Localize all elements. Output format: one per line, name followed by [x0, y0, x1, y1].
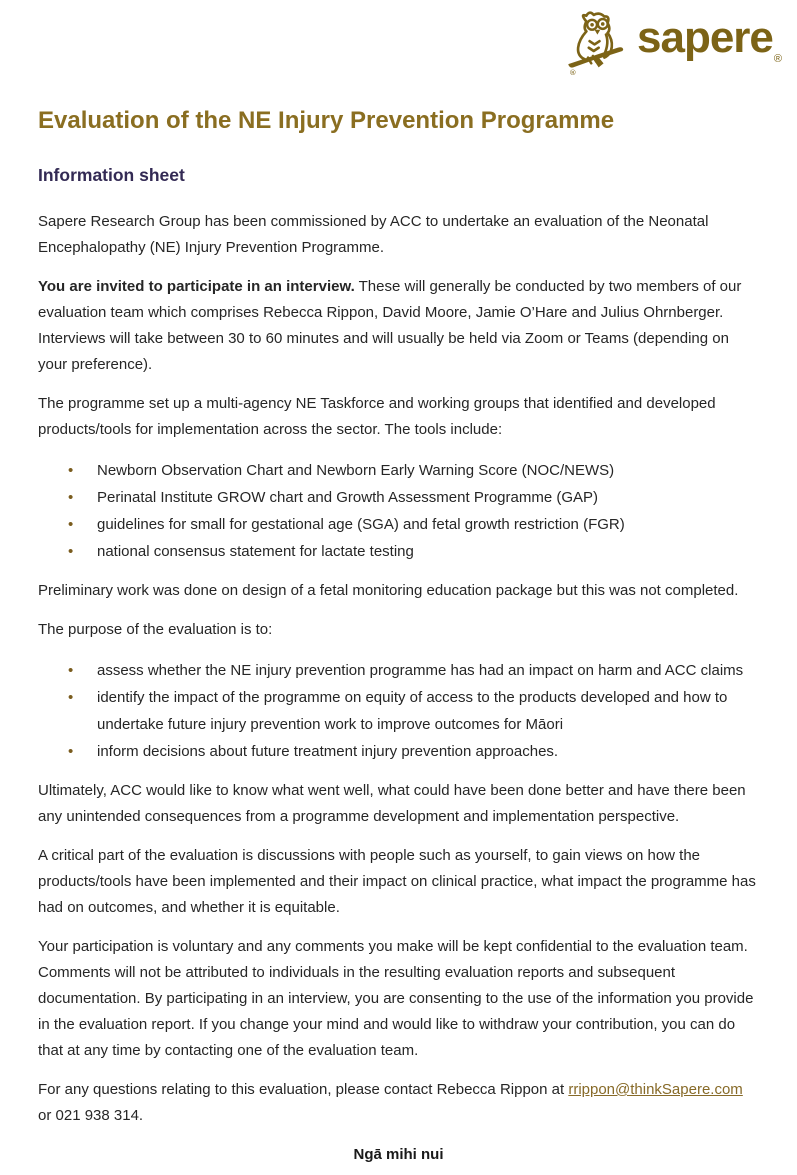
list-item: • Perinatal Institute GROW chart and Growth Assessment Programme (GAP): [68, 484, 759, 511]
list-item: • guidelines for small for gestational age (SGA) and fetal growth restriction (FGR): [68, 511, 759, 538]
contact-text-before: For any questions relating to this evaluation, please contact Rebecca Rippon at: [38, 1081, 569, 1098]
section-heading: Information sheet: [38, 165, 185, 185]
list-item: • inform decisions about future treatment injury prevention approaches.: [68, 738, 759, 765]
owl-icon: [565, 8, 629, 76]
registered-trademark-symbol: ®: [773, 53, 782, 65]
page-title: Evaluation of the NE Injury Prevention Programme: [38, 107, 615, 134]
logo-wordmark-text: sapere: [637, 13, 773, 62]
paragraph-purpose-intro: The purpose of the evaluation is to:: [38, 621, 273, 638]
paragraph-invitation: [38, 274, 759, 378]
list-item: • Newborn Observation Chart and Newborn Early Warning Score (NOC/NEWS): [68, 457, 759, 484]
email-link[interactable]: rrippon@thinkSapere.com: [568, 1081, 743, 1098]
invitation-bold-lead: You are invited to participate in an interview.: [38, 278, 355, 295]
paragraph-preliminary-work: Preliminary work was done on design of a fetal monitoring education package but this was not completed.: [38, 582, 739, 599]
paragraph-confidentiality: Your participation is voluntary and any comments you make will be kept confidential to the evaluation team. Comments will not be attributed to individuals in the resulting evaluation reports and subsequent documentation. By participating in an interview, you are consenting to the use of the information you provide in the evaluation report. If you change your mind and would like to withdraw your contribution, you can do that at any time by contacting one of the evaluation team.: [38, 938, 754, 1059]
logo-wordmark: [637, 13, 782, 65]
svg-text:®: ®: [569, 67, 577, 76]
paragraph-commissioned: Sapere Research Group has been commissioned by ACC to undertake an evaluation of the Neonatal Encephalopathy (NE) Injury Prevention Programme.: [38, 213, 709, 256]
tools-list: [38, 457, 759, 565]
list-item: • assess whether the NE injury prevention programme has had an impact on harm and ACC claims: [68, 657, 759, 684]
sapere-logo: [565, 8, 781, 76]
page-header: [0, 0, 797, 76]
paragraph-ultimately: Ultimately, ACC would like to know what went well, what could have been done better and have there been any unintended consequences from a programme development and implementation perspective.: [38, 782, 746, 825]
contact-text-after: or 021 938 314.: [38, 1107, 144, 1124]
paragraph-taskforce: The programme set up a multi-agency NE Taskforce and working groups that identified and developed products/tools for implementation across the sector. The tools include:: [38, 395, 716, 438]
document-body: [0, 106, 797, 1167]
paragraph-critical-part: A critical part of the evaluation is discussions with people such as yourself, to gain views on how the products/tools have been implemented and their impact on clinical practice, what impact the programme has had on outcomes, and whether it is equitable.: [38, 847, 756, 916]
list-item: • national consensus statement for lactate testing: [68, 538, 759, 565]
closing-salutation: Ngā mihi nui: [353, 1146, 444, 1163]
invitation-rest: These will generally be conducted by two members of our evaluation team which comprises Rebecca Rippon, David Moore, Jamie O’Hare and Julius Ohrnberger. Interviews will take between 30 to 60 minutes and will usually be held via Zoom or Teams (depending on your preference).: [38, 278, 742, 373]
list-item: • identify the impact of the programme on equity of access to the products developed and how to undertake future injury prevention work to improve outcomes for Māori: [68, 684, 759, 738]
purpose-list: [38, 657, 759, 765]
paragraph-contact: [38, 1077, 759, 1129]
